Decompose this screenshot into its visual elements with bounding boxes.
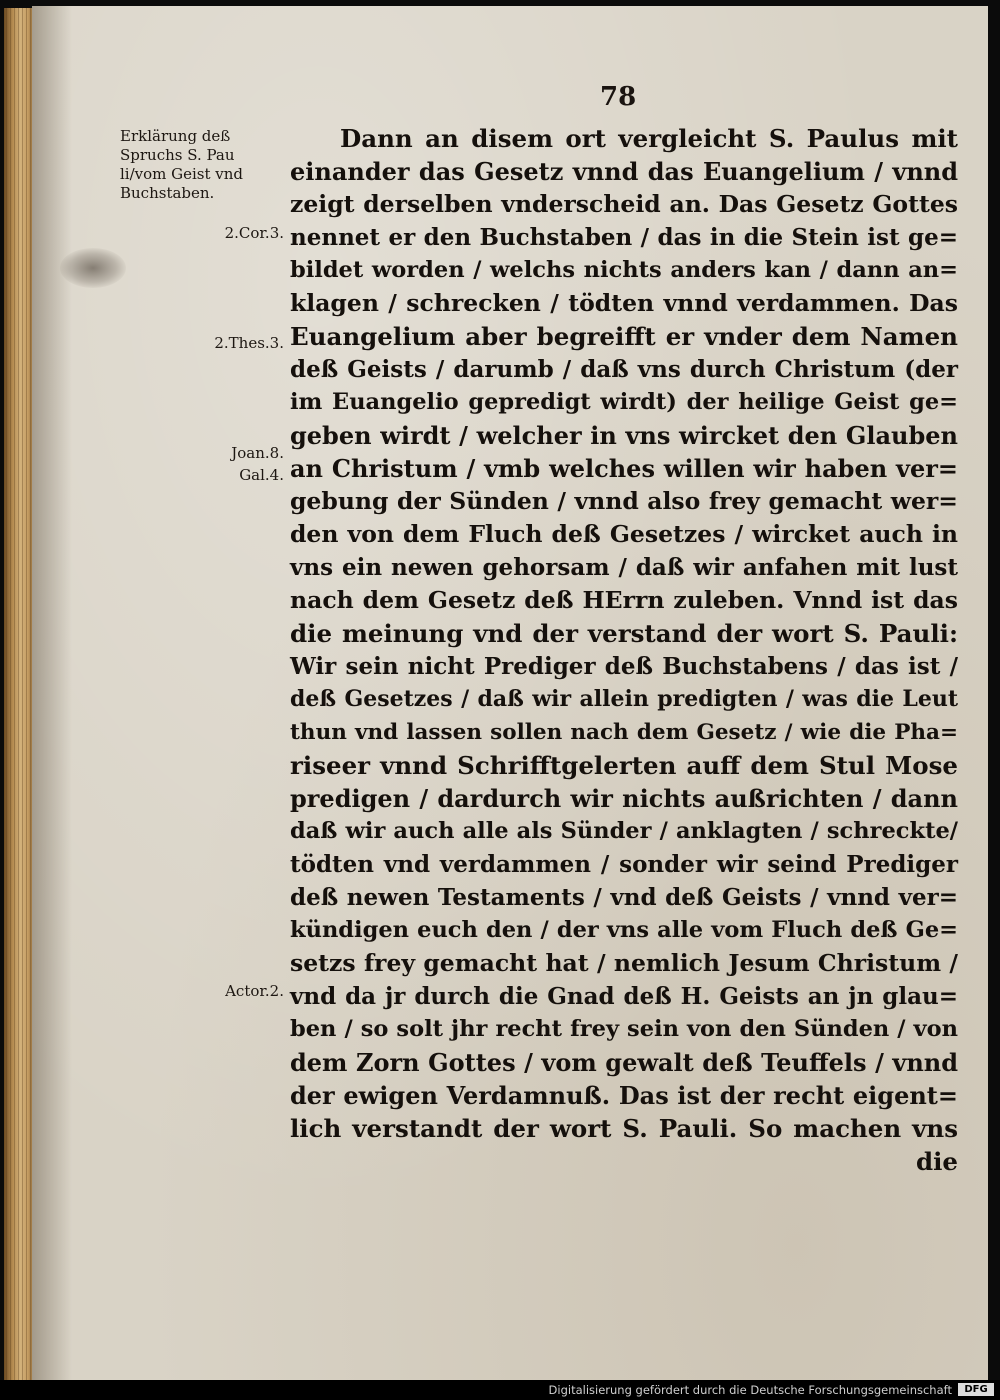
text-line: der ewigen Verdamnuß. Das ist der recht eigent= [290,1081,958,1110]
text-line: deß newen Testaments / vnd deß Geists / vnnd ver= [290,884,958,911]
text-line: geben wirdt / welcher in vns wircket den Glauben [290,421,958,450]
text-line: Dann an disem ort vergleicht S. Paulus mit [340,124,958,153]
text-line: die meinung vnd der verstand der wort S. Pauli: [290,619,958,648]
text-line: vnd da jr durch die Gnad deß H. Geists an jn glau= [290,983,958,1010]
text-line: an Christum / vmb welches willen wir haben ver= [290,454,958,483]
text-line: Euangelium aber begreifft er vnder dem Namen [290,322,958,351]
body-text [290,122,958,1178]
text-line: vns ein newen gehorsam / daß wir anfahen mit lust [290,554,958,581]
margin-gloss-line: Spruchs S. Pau [120,146,235,164]
page-number: 78 [600,82,637,112]
margin-reference-actor: Actor.2. [225,982,284,1000]
text-line: nach dem Gesetz deß HErrn zuleben. Vnnd ist das [290,586,958,614]
margin-gloss-line: li/vom Geist vnd [120,165,244,183]
text-line: deß Gesetzes / daß wir allein predigten / was die Leut [290,686,958,712]
text-line: Wir sein nicht Prediger deß Buchstabens / das ist / [290,653,958,680]
dfg-logo: DFG [958,1383,994,1396]
text-line: lich verstandt der wort S. Pauli. So machen vns [290,1114,958,1143]
margin-reference-cor: 2.Cor.3. [224,224,284,242]
text-line: daß wir auch alle als Sünder / anklagten / schreckte/ [290,818,958,844]
text-line: deß Geists / darumb / daß vns durch Christum (der [290,356,958,383]
text-line: predigen / dardurch wir nichts außrichten / dann [290,784,958,813]
ink-stain [60,248,126,288]
funding-credit: Digitalisierung gefördert durch die Deutsche Forschungsgemeinschaft [548,1383,952,1397]
text-line: gebung der Sünden / vnnd also frey gemacht wer= [290,487,958,515]
text-line: bildet worden / welchs nichts anders kan / dann an= [290,257,958,283]
margin-gloss-line: Erklärung deß [120,127,231,145]
text-line: tödten vnd verdammen / sonder wir seind Prediger [290,851,958,878]
margin-gloss [120,127,243,203]
catchword: die [915,1147,958,1176]
margin-reference-gal: Gal.4. [239,466,284,484]
margin-reference-thes: 2.Thes.3. [214,334,284,352]
page-gutter-shadow [32,6,72,1384]
margin-gloss-line: Buchstaben. [120,184,215,202]
text-line: einander das Gesetz vnnd das Euangelium / vnnd [290,157,958,186]
text-line: zeigt derselben vnderscheid an. Das Gesetz Gottes [290,190,958,218]
text-line: ben / so solt jhr recht frey sein von den Sünden / von [290,1016,958,1042]
text-line: dem Zorn Gottes / vom gewalt deß Teuffels / vnnd [290,1048,958,1077]
margin-reference-joan: Joan.8. [231,444,284,462]
text-line: klagen / schrecken / tödten vnnd verdammen. Das [290,289,958,317]
text-line: riseer vnnd Schrifftgelerten auff dem Stul Mose [290,751,958,780]
book-edge-texture [6,8,32,1384]
text-line: im Euangelio gepredigt wirdt) der heilige Geist ge= [290,389,958,415]
text-line: setzs frey gemacht hat / nemlich Jesum Christum / [290,949,958,977]
text-line: nennet er den Buchstaben / das in die Stein ist ge= [290,224,958,251]
text-line: kündigen euch den / der vns alle vom Fluch deß Ge= [290,917,958,943]
text-line: den von dem Fluch deß Gesetzes / wircket auch in [290,520,958,548]
text-line: thun vnd lassen sollen nach dem Gesetz / wie die Pha= [290,720,958,745]
